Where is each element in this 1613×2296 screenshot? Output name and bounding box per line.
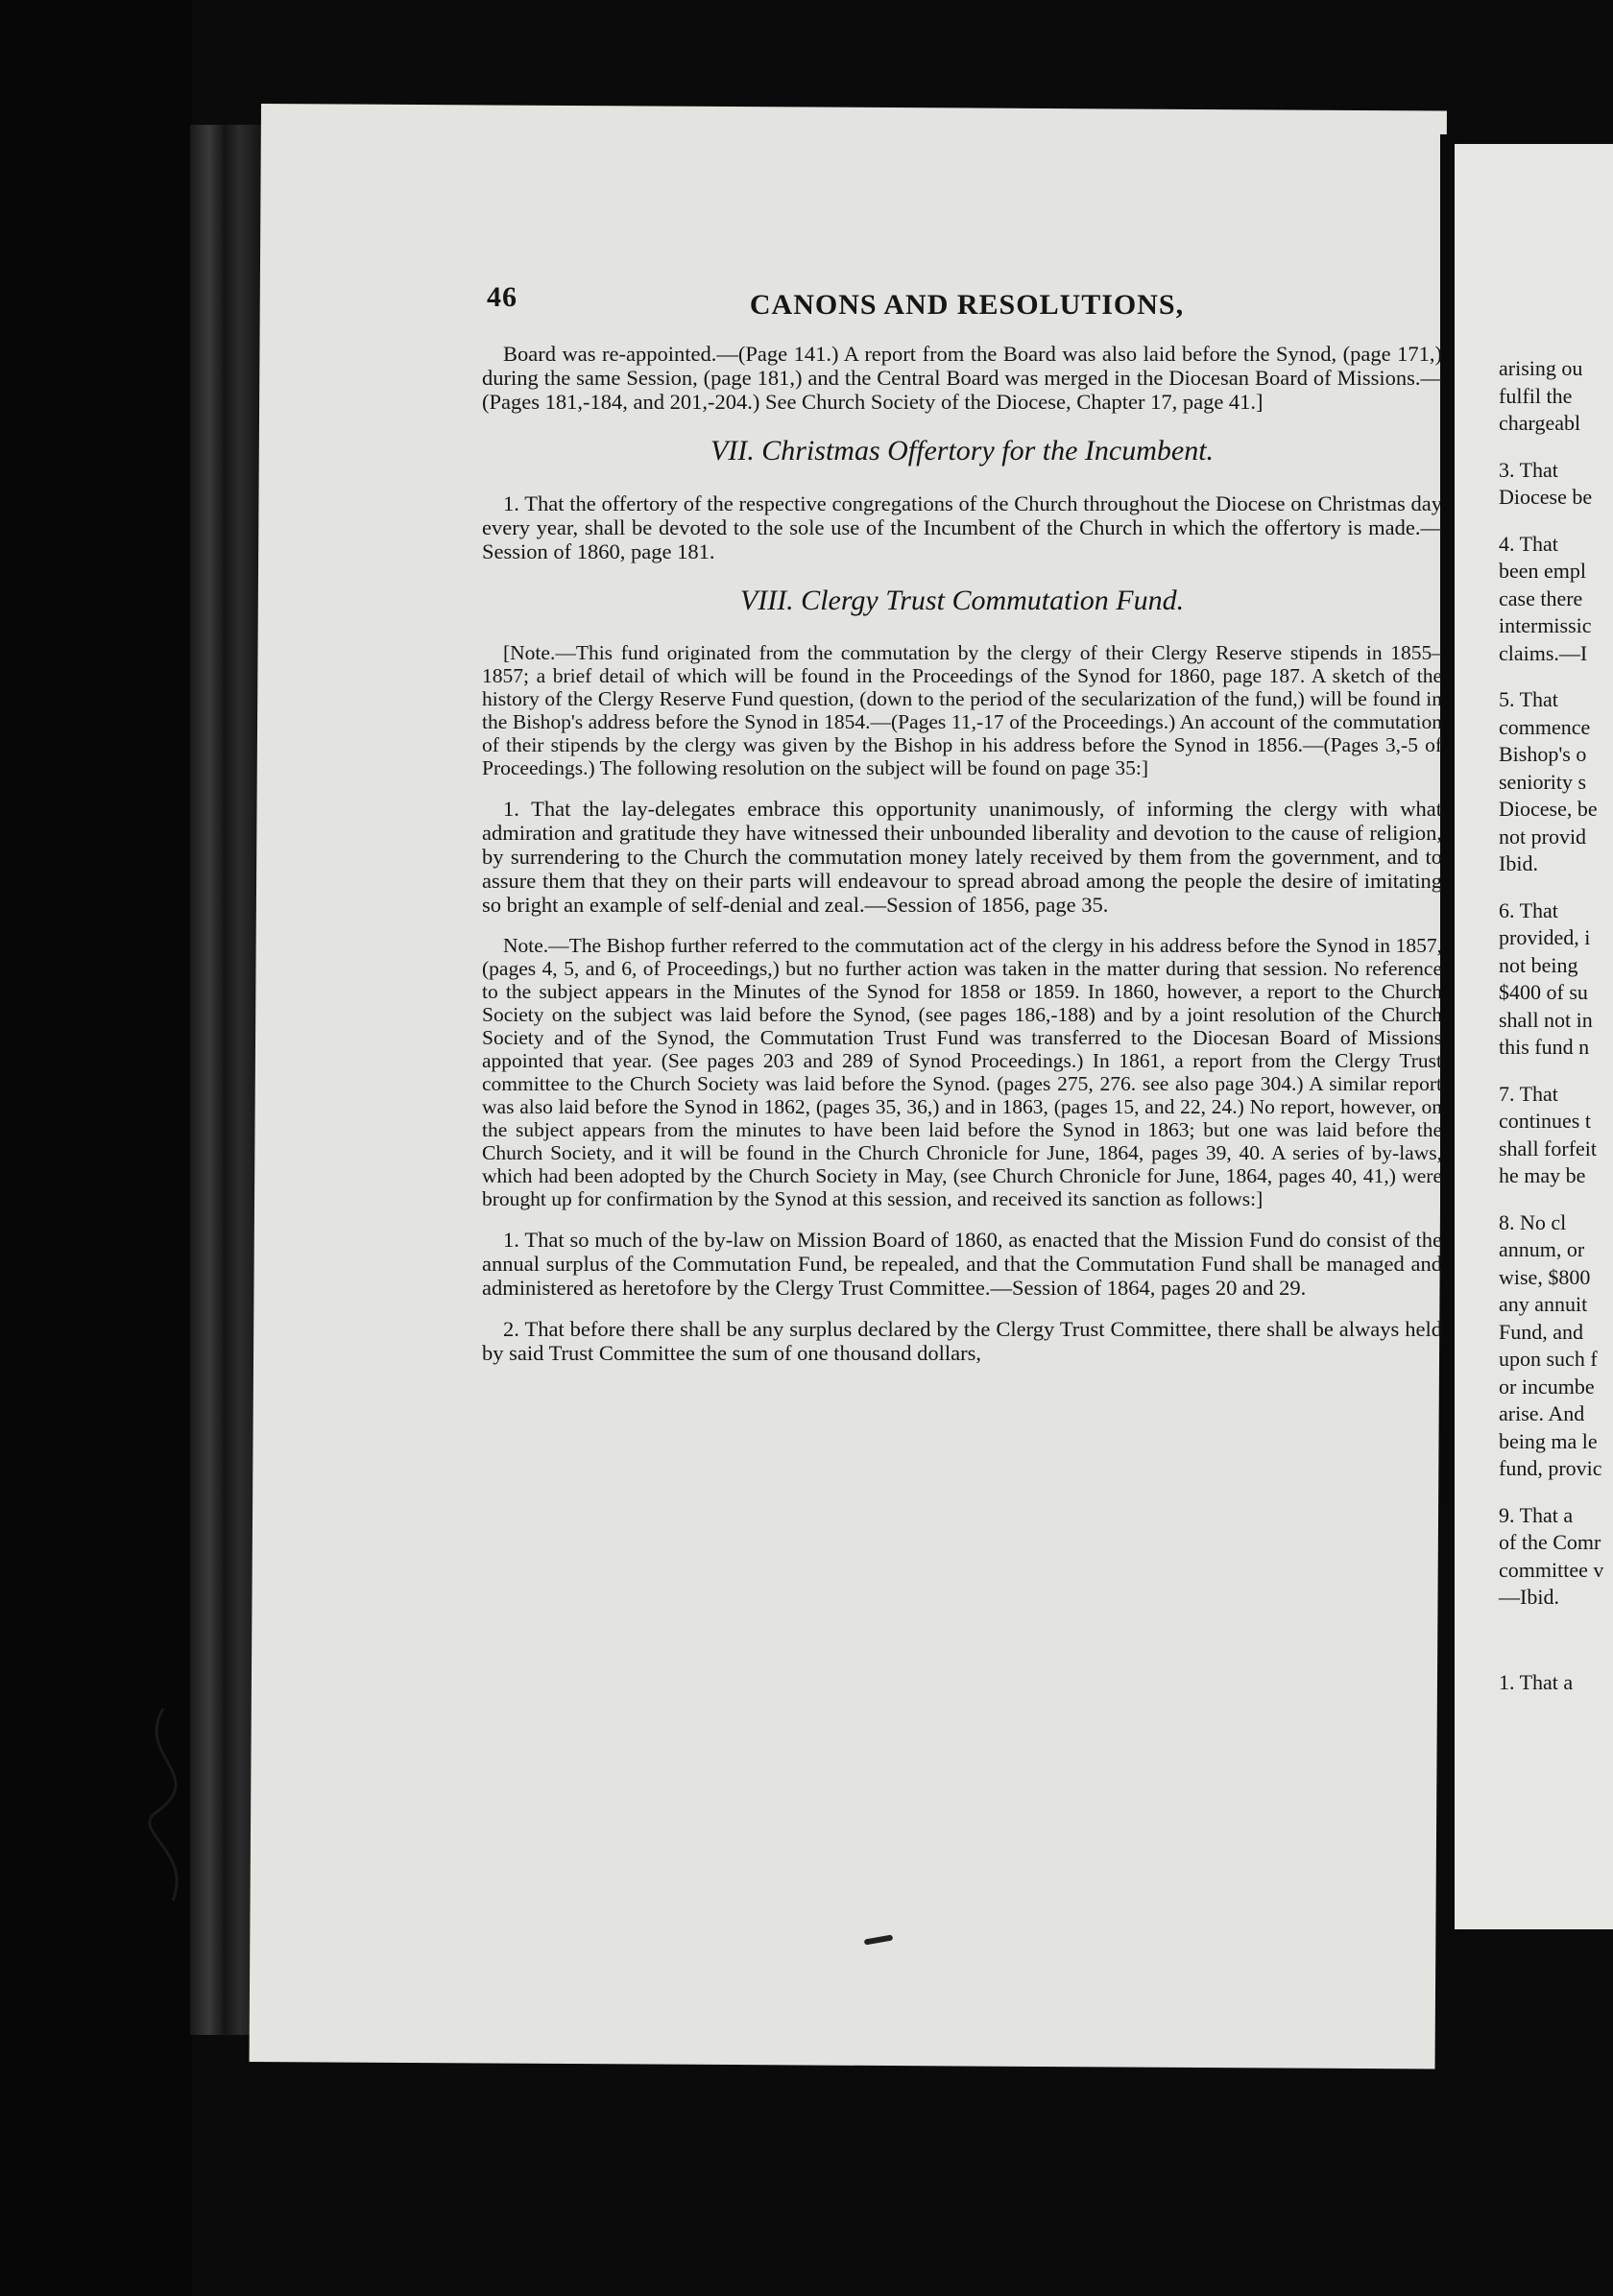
right-page-line: this fund n xyxy=(1499,1035,1590,1059)
section-heading: VIII. Clergy Trust Commutation Fund. xyxy=(739,585,1185,616)
note-paragraph: [Note.—This fund originated from the commutation by the clergy of their Clergy Reserve stipends in 1855–1857; a brief detail of which will be found in the Proceedings of the Synod for 1860, page 187. A sketch of the history of the Clergy Reserve Fund question, (down to the period of the secularization of the fund,) will be found in the Bishop's address before the Synod in 1854.—(Pages 11,-17 of the Proceedings.) An account of the commutation of their stipends by the clergy was given by the Bishop in his address before the Synod in 1856.—(Pages 3,-5 of Proceedings.) The following resolution on the subject will be found on page 35:] xyxy=(482,641,1442,779)
right-page-line: arise. And xyxy=(1499,1401,1585,1425)
section-heading: VII. Christmas Offertory for the Incumbent. xyxy=(710,435,1215,466)
right-page-line: chargeabl xyxy=(1499,411,1581,435)
right-page-line: seniority s xyxy=(1499,769,1587,794)
right-page-line xyxy=(1499,1612,1613,1631)
right-page-line: provided, i xyxy=(1499,925,1591,949)
right-page-line: fulfil the xyxy=(1499,383,1573,408)
right-page-line xyxy=(1499,1631,1613,1650)
right-page-line: Diocese, be xyxy=(1499,797,1598,821)
page-number: 46 xyxy=(487,281,518,313)
right-page-line: wise, $800 xyxy=(1499,1264,1591,1289)
right-page-line: or incumbe xyxy=(1499,1374,1595,1399)
right-page-line: 6. That xyxy=(1499,897,1558,922)
right-page-line xyxy=(1499,1650,1613,1669)
right-page-line: Fund, and xyxy=(1499,1319,1583,1344)
right-page-line: 4. That xyxy=(1499,531,1558,556)
pencil-mark xyxy=(125,1699,240,1910)
right-page-line xyxy=(1499,1062,1613,1081)
page-title: CANONS AND RESOLUTIONS, xyxy=(749,289,1185,321)
right-page-line: of the Comr xyxy=(1499,1530,1601,1554)
right-page-line: 1. That a xyxy=(1499,1669,1574,1694)
right-page-line: 9. That a xyxy=(1499,1502,1574,1527)
paragraph: Board was re-appointed.—(Page 141.) A report from the Board was also laid before the Synod, (page 171,) during the same Session, (page 181,) and the Central Board was merged in the Diocesan Board of Missions.—(Pages 181,-184, and 201,-204.) See Church Society of the Diocese, Chapter 17, page 41.] xyxy=(482,342,1442,414)
right-page-line xyxy=(1499,438,1613,457)
right-page-line: being ma le xyxy=(1499,1428,1598,1453)
left-page-content xyxy=(261,104,1447,2062)
right-page-line: fund, provic xyxy=(1499,1456,1602,1480)
right-page-line: 3. That xyxy=(1499,457,1558,482)
right-page-line xyxy=(1499,1190,1613,1209)
right-page-line: he may be xyxy=(1499,1163,1586,1187)
right-page-line: Ibid. xyxy=(1499,851,1538,875)
right-page-line: 5. That xyxy=(1499,687,1558,711)
right-page-line: not being xyxy=(1499,952,1578,977)
right-page-line: —Ibid. xyxy=(1499,1585,1559,1609)
note-paragraph: Note.—The Bishop further referred to the commutation act of the clergy in his address before the Synod in 1857, (pages 4, 5, and 6, of Proceedings,) but no further action was taken in the matter during that session. No reference to the subject appears in the Minutes of the Synod for 1858 or 1859. In 1860, however, a report to the Church Society on the subject was laid before the Synod, (see pages 186,-188) and by a joint resolution of the Church Society and of the Synod, the Commutation Trust Fund was transferred to the Diocesan Board of Missions appointed that year. (See pages 203 and 289 of Synod Proceedings.) In 1861, a report from the Clergy Trust committee to the Church Society was laid before the Synod. (pages 275, 276. see also page 304.) A similar report was also laid before the Synod in 1862, (pages 35, 36,) and in 1863, (pages 15, and 22, 24.) No report, however, on the subject appears from the minutes to have been laid before the Synod in 1863; but one was laid before the Church Society, and it will be found in the Church Chronicle for June, 1864, pages 39, 40. A series of by-laws, which had been adopted by the Church Society in May, (see Church Chronicle for June, 1864, pages 40, 41,) were brought up for confirmation by the Synod at this session, and received its sanction as follows:] xyxy=(482,934,1442,1210)
right-page-line: shall not in xyxy=(1499,1007,1593,1032)
scan-background xyxy=(0,0,192,2296)
right-page-line: Bishop's o xyxy=(1499,742,1587,766)
right-page-line: any annuit xyxy=(1499,1292,1588,1316)
right-page-line: $400 of su xyxy=(1499,980,1588,1004)
right-page-line: Diocese be xyxy=(1499,485,1593,509)
paragraph: 1. That the offertory of the respective congregations of the Church throughout the Diocese on Christmas day every year, shall be devoted to the sole use of the Incumbent of the Church in which the offertory is made.—Session of 1860, page 181. xyxy=(482,491,1442,563)
right-page-line: commence xyxy=(1499,714,1591,739)
right-page-text xyxy=(1499,355,1613,1696)
paragraph: 2. That before there shall be any surplus declared by the Clergy Trust Committee, there shall be always held by said Trust Committee the sum of one thousand dollars, xyxy=(482,1317,1442,1365)
right-page-line: case there xyxy=(1499,586,1583,610)
right-page-line: 7. That xyxy=(1499,1081,1558,1106)
page-body xyxy=(482,342,1442,1382)
right-page xyxy=(1455,144,1613,1929)
right-page-line: shall forfeit xyxy=(1499,1136,1598,1160)
right-page-line: continues t xyxy=(1499,1109,1591,1133)
paragraph: 1. That the lay-delegates embrace this opportunity unanimously, of informing the clergy with what admiration and gratitude they have witnessed their unbounded liberality and devotion to the cause of religion, by surrendering to the Church the commutation money lately received by them from the government, and to assure them that they on their parts will endeavour to spread abroad among the people the desire of imitating so bright an example of self-denial and zeal.—Session of 1856, page 35. xyxy=(482,797,1442,917)
right-page-line xyxy=(1499,512,1613,531)
right-page-line: not provid xyxy=(1499,824,1587,849)
right-page-line: committee v xyxy=(1499,1557,1604,1582)
right-page-line: 8. No cl xyxy=(1499,1209,1567,1234)
right-page-line xyxy=(1499,1483,1613,1502)
right-page-line: intermissic xyxy=(1499,613,1592,637)
right-page-line: claims.—I xyxy=(1499,640,1588,665)
right-page-line: arising ou xyxy=(1499,356,1583,380)
right-page-line: annum, or xyxy=(1499,1237,1585,1261)
right-page-line xyxy=(1499,667,1613,686)
paragraph: 1. That so much of the by-law on Mission Board of 1860, as enacted that the Mission Fund do consist of the annual surplus of the Commutation Fund, be repealed, and that the Commutation Fund shall be managed and administered as heretofore by the Clergy Trust Committee.—Session of 1864, pages 20 and 29. xyxy=(482,1228,1442,1300)
right-page-line: been empl xyxy=(1499,559,1587,583)
right-page-line: upon such f xyxy=(1499,1347,1598,1371)
right-page-line xyxy=(1499,878,1613,897)
